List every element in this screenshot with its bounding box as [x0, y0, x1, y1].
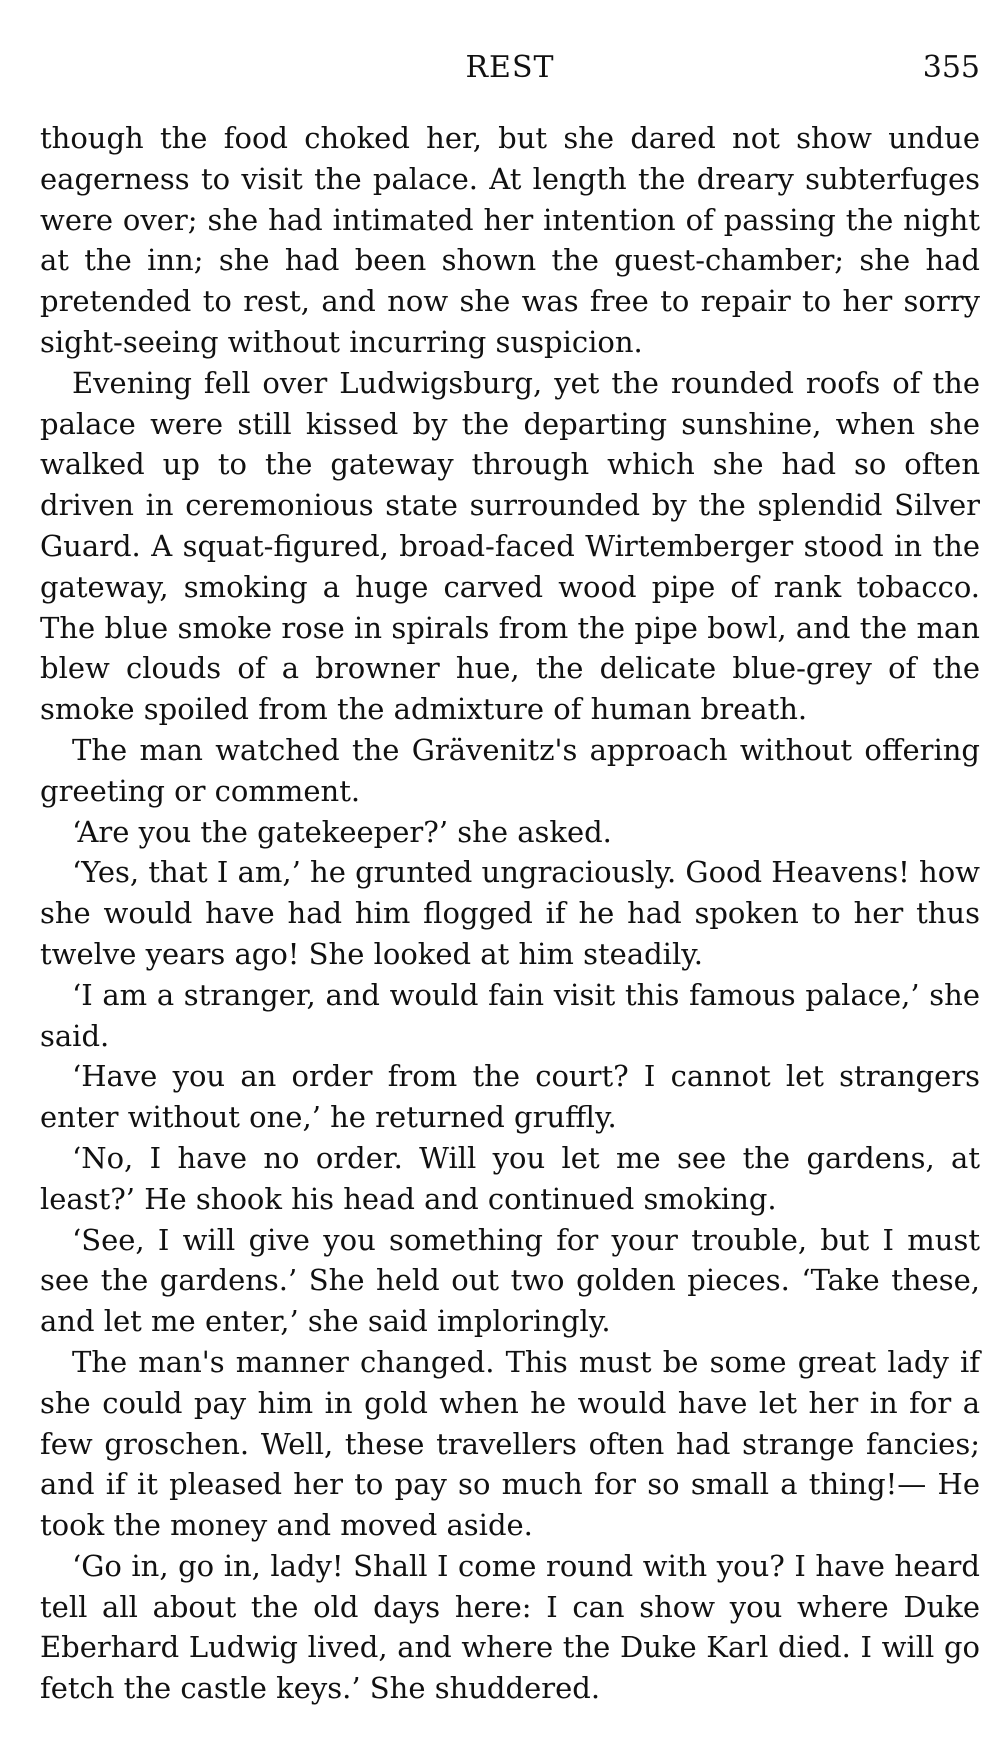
- page-number: 355: [922, 50, 980, 85]
- paragraph: ‘Go in, go in, lady! Shall I come round with you? I have heard tell all about the old days here: I can show you where Duke Eberhard Ludwig lived, and where the Duke Karl died. I will go fetch the castle keys.’ She shuddered.: [40, 1548, 980, 1706]
- paragraph: ‘Have you an order from the court? I cannot let strangers enter without one,’ he returned gruffly.: [40, 1059, 980, 1135]
- paragraph: ‘Are you the gatekeeper?’ she asked.: [72, 814, 612, 849]
- running-title: REST: [465, 50, 555, 85]
- paragraph: ‘I am a stranger, and would fain visit this famous palace,’ she said.: [40, 977, 980, 1053]
- book-page: [40, 0, 980, 1761]
- paragraph: ‘No, I have no order. Will you let me see the gardens, at least?’ He shook his head and continued smoking.: [40, 1140, 980, 1216]
- body-text: [40, 118, 980, 1709]
- paragraph: though the food choked her, but she dared not show undue eagerness to visit the palace. At length the dreary subterfuges were over; she had intimated her intention of passing the night at the inn; she had been shown the guest-chamber; she had pretended to rest, and now she was free to repair to her sorry sight-seeing without incurring suspicion.: [40, 121, 980, 359]
- paragraph: The man watched the Grävenitz's approach without offering greeting or comment.: [40, 732, 980, 808]
- paragraph: The man's manner changed. This must be some great lady if she could pay him in gold when he would have let her in for a few groschen. Well, these travellers often had strange fancies; and if it pleased her to pay so much for so small a thing!— He took the money and moved aside.: [40, 1344, 980, 1543]
- running-head: [40, 50, 980, 100]
- paragraph: ‘See, I will give you something for your trouble, but I must see the gardens.’ She held out two golden pieces. ‘Take these, and let me enter,’ she said imploringly.: [40, 1222, 980, 1339]
- paragraph: ‘Yes, that I am,’ he grunted ungraciously. Good Heavens! how she would have had him flogged if he had spoken to her thus twelve years ago! She looked at him steadily.: [40, 855, 980, 971]
- paragraph: Evening fell over Ludwigsburg, yet the rounded roofs of the palace were still kissed by the departing sunshine, when she walked up to the gateway through which she had so often driven in ceremonious state surrounded by the splendid Silver Guard. A squat-figured, broad-faced Wirtemberger stood in the gateway, smoking a huge carved wood pipe of rank tobacco. The blue smoke rose in spirals from the pipe bowl, and the man blew clouds of a browner hue, the delicate blue-grey of the smoke spoiled from the admixture of human breath.: [40, 365, 980, 727]
